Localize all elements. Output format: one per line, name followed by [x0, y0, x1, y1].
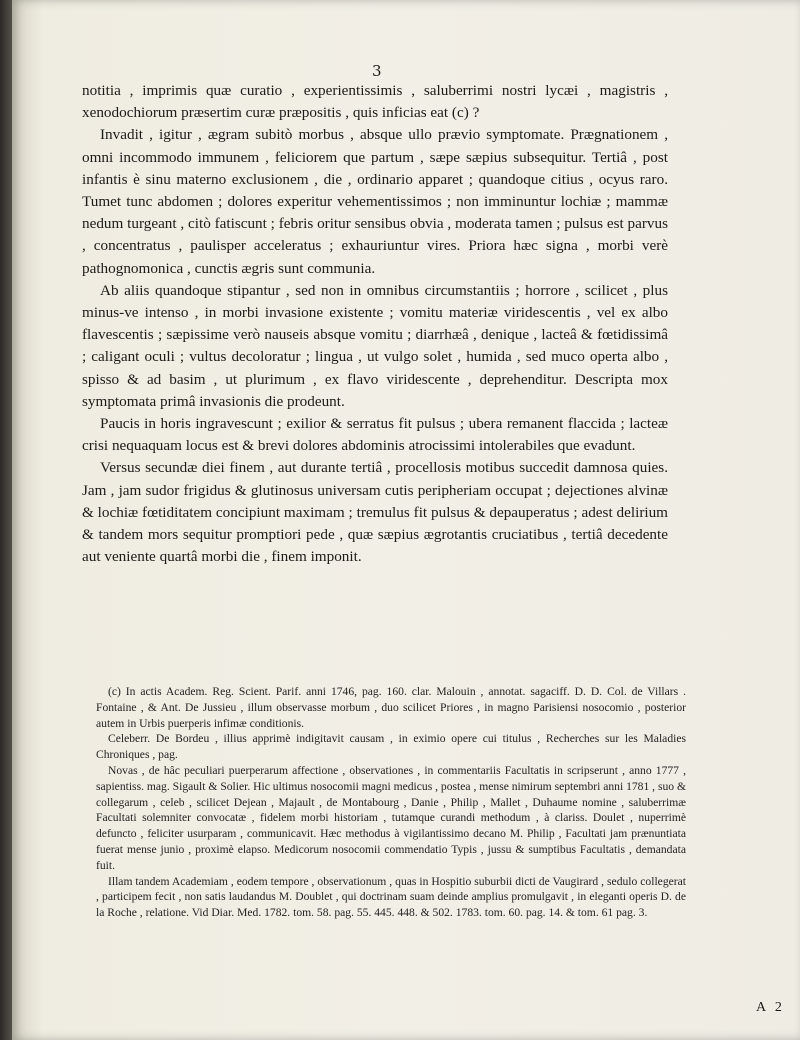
footnote-c: (c) In actis Academ. Reg. Scient. Parif. anni 1746, pag. 160. clar. Malouin , annotat. sagaciff. D. D. Col. de Villars . Fontaine , & Ant. De Jussieu , illum observasse morbum , duo scilicet Priores , in magno Parisiensi nosocomio , posterior autem in Urbis puerperis infimæ conditionis.: [96, 685, 686, 730]
paragraph-3: Ab aliis quandoque stipantur , sed non in omnibus circumstantiis ; horrore , scilicet , plus minus-ve intenso , in morbi invasione existente ; vomitu materiæ viridescentis , vel ex albo flavescentis ; sæpissime verò nauseis absque vomitu ; diarrhæâ , denique , lacteâ & fœtidissimâ ; caligant oculi ; vultus decoloratur ; lingua , ut vulgo solet , humida , sed muco operta albo , spisso & ad basim , ut plurimum , ex flavo viridescente , deprehenditur. Descripta mox symptomata primâ invasionis die prodeunt.: [82, 281, 668, 410]
footnote-illam: Illam tandem Academiam , eodem tempore , observationum , quas in Hospitio suburbii dicti de Vaugirard , sedulo collegerat , participem fecit , non satis laudandus M. Doublet , qui doctrinam suam deinde amplius promulgavit , in eleganti operis D. de la Roche , relatione. Vid Diar. Med. 1782. tom. 58. pag. 55. 445. 448. & 502. 1783. tom. 60. pag. 14. & tom. 61 pag. 3.: [96, 874, 686, 920]
footnote-novas: Novas , de hâc peculiari puerperarum affectione , observationes , in commentariis Facultatis in scripserunt , anno 1777 , sapientiss. mag. Sigault & Solier. Hic ultimus nosocomii magni medicus , postea , mense nimirum septembri anni 1781 , suo & collegarum , celeb , scilicet Dejean , Majault , de Montabourg , Danie , Philip , Mallet , Duhaume nomine , saluberrimæ Facultati solemniter convocatæ , fidelem morbi historiam , tutamque curandi methodum , à clariss. Doulet , nuperrimè defuncto , feliciter usurparam , communicavit. Hæc methodus à vigilantissimo decano M. Philip , Facultati jam prænuntiata fuerat mense junio , proximè elapso. Medicorum nosocomii commendatio Typis , jussu & sumptibus Facultatis , demandata fuit.: [96, 763, 686, 872]
paragraph-5: Versus secundæ diei finem , aut durante tertiâ , procellosis motibus succedit damnosa quies. Jam , jam sudor frigidus & glutinosus universam cutis peripheriam occupat ; dejectiones alvinæ & lochiæ fœtiditatem concipiunt maximam ; tremulus fit pulsus & depauperatus ; adest delirium & tandem mors sequitur promptiori pede , quæ sæpius ægrotantis cruciatibus , tertiâ decedente aut veniente quartâ morbi die , finem imponit.: [82, 459, 668, 566]
main-text: [82, 80, 668, 568]
footnotes: [96, 684, 686, 921]
paragraph-4: Paucis in horis ingravescunt ; exilior & serratus fit pulsus ; ubera remanent flaccida ; lacteæ crisi nequaquam locus est & brevi dolores abdominis atrocissimi intolerabiles que evadunt.: [82, 415, 668, 455]
book-page: [12, 0, 800, 1040]
paragraph-2: Invadit , igitur , ægram subitò morbus , absque ullo prævio symptomate. Prægnationem , omni incommodo immunem , feliciorem que partum , sæpe sæpius subsequitur. Tertiâ , post infantis è sinu materno exclusionem , die , ordinario apparet ; quandoque citius , ocyus raro. Tumet tunc abdomen ; dolores experitur vehementissimos ; non imminuntur lochiæ ; mammæ nedum turgeant , citò fatiscunt ; febris oritur sensibus obvia , moderata tamen ; pulsus est parvus , concentratus , paulisper acceleratus ; exhauriuntur vires. Priora hæc signa , morbi verè pathognomonica , cunctis ægris sunt communia.: [82, 126, 669, 277]
paragraph-1: notitia , imprimis quæ curatio , experientissimis , saluberrimi nostri lycæi , magistris , xenodochiorum præsertim curæ præpositis , quis inficias eat (c) ?: [82, 82, 668, 122]
footnote-bordeu: Celeberr. De Bordeu , illius apprimè indigitavit causam , in eximio opere cui titulus , Recherches sur les Maladies Chroniques , pag.: [96, 732, 686, 762]
book-binding: [0, 0, 12, 1040]
signature-mark: A 2: [756, 1000, 785, 1015]
page-number: 3: [372, 62, 382, 80]
